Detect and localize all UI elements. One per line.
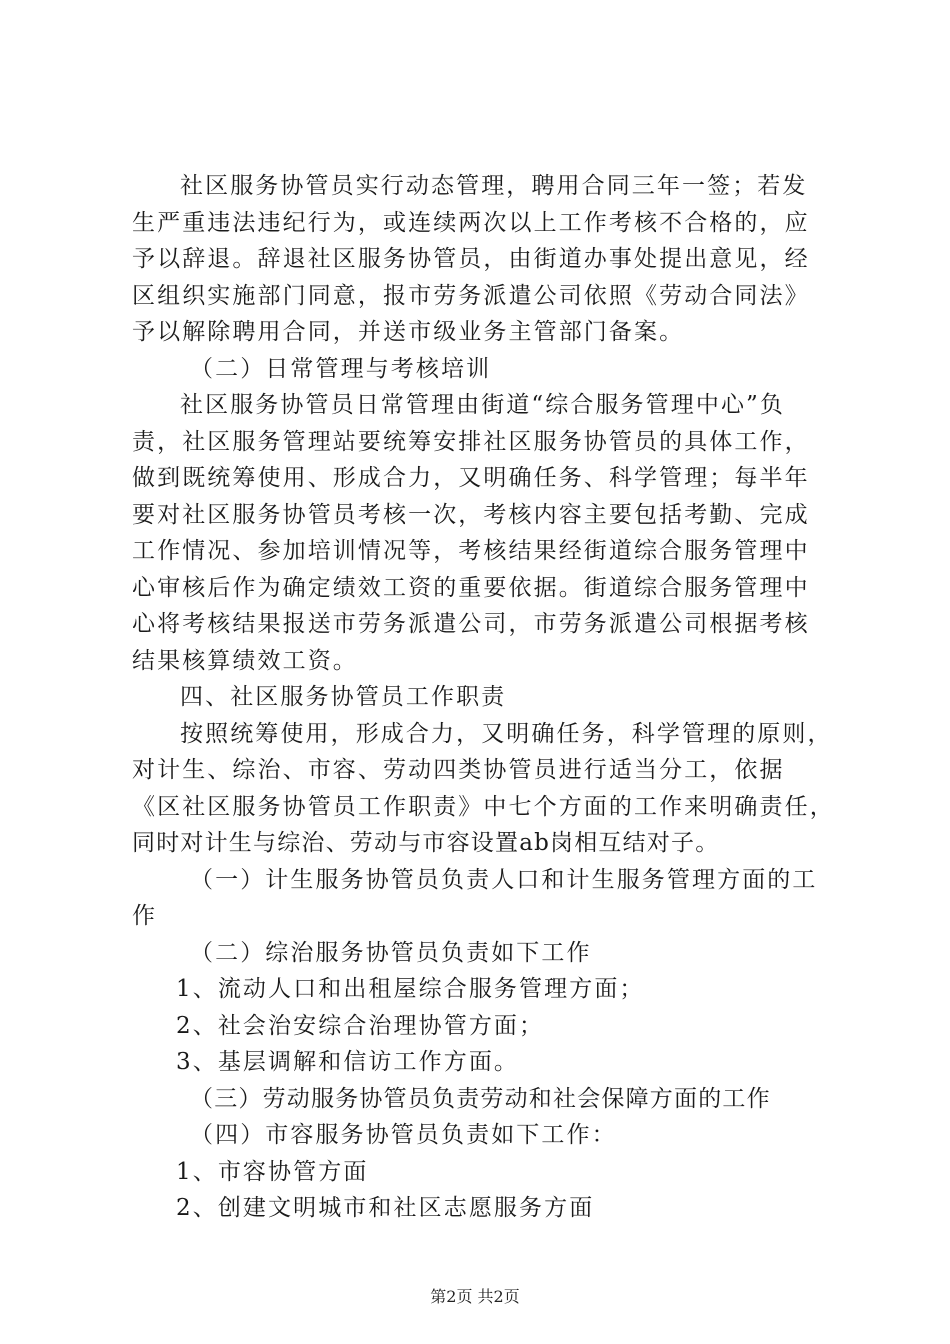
paragraph-line: 同时对计生与综治、劳动与市容设置ab岗相互结对子。 <box>132 830 720 856</box>
list-heading: （三）劳动服务协管员负责劳动和社会保障方面的工作 <box>190 1085 771 1112</box>
list-item: 1、市容协管方面 <box>176 1158 369 1185</box>
paragraph-line: 予以解除聘用合同，并送市级业务主管部门备案。 <box>132 319 685 345</box>
paragraph-line: 《区社区服务协管员工作职责》中七个方面的工作来明确责任， <box>132 793 835 820</box>
paragraph-line: 责，社区服务管理站要统筹安排社区服务协管员的具体工作， <box>132 428 810 455</box>
paragraph-line: 做到既统筹使用、形成合力，又明确任务、科学管理；每半年 <box>132 465 810 491</box>
paragraph-line: 心审核后作为确定绩效工资的重要依据。街道综合服务管理中 <box>132 574 810 601</box>
paragraph-line: 对计生、综治、市容、劳动四类协管员进行适当分工，依据 <box>132 757 785 783</box>
list-item: 2、创建文明城市和社区志愿服务方面 <box>176 1195 595 1221</box>
list-heading: （四）市容服务协管员负责如下工作： <box>190 1122 617 1148</box>
paragraph-line: 工作情况、参加培训情况等，考核结果经街道综合服务管理中 <box>132 538 810 564</box>
paragraph-line: 作 <box>132 903 158 929</box>
list-heading: （二）综治服务协管员负责如下工作 <box>190 939 592 966</box>
paragraph-line: 社区服务协管员实行动态管理，聘用合同三年一签；若发 <box>180 173 808 199</box>
document-body <box>132 168 835 1227</box>
paragraph-line: 区组织实施部门同意，报市劳务派遣公司依照《劳动合同法》 <box>132 282 810 309</box>
paragraph-line: 结果核算绩效工资。 <box>132 647 358 674</box>
paragraph-line: 心将考核结果报送市劳务派遣公司，市劳务派遣公司根据考核 <box>132 611 810 637</box>
section-heading: （二）日常管理与考核培训 <box>190 355 492 382</box>
section-heading: 四、社区服务协管员工作职责 <box>180 684 507 710</box>
list-item: 1、流动人口和出租屋综合服务管理方面； <box>176 976 645 1002</box>
list-item: 3、基层调解和信访工作方面。 <box>176 1049 520 1075</box>
list-item: 2、社会治安综合治理协管方面； <box>176 1012 545 1039</box>
paragraph-line: 按照统筹使用，形成合力，又明确任务，科学管理的原则， <box>180 720 833 747</box>
list-heading: （一）计生服务协管员负责人口和计生服务管理方面的工 <box>190 866 818 893</box>
page-footer: 第2页 共2页 <box>430 1287 520 1306</box>
paragraph-line: 要对社区服务协管员考核一次，考核内容主要包括考勤、完成 <box>132 501 810 528</box>
paragraph-line: 予以辞退。辞退社区服务协管员，由街道办事处提出意见，经 <box>132 246 810 272</box>
paragraph-line: 社区服务协管员日常管理由街道“综合服务管理中心”负 <box>180 392 786 418</box>
paragraph-line: 生严重违法违纪行为，或连续两次以上工作考核不合格的，应 <box>132 209 810 236</box>
